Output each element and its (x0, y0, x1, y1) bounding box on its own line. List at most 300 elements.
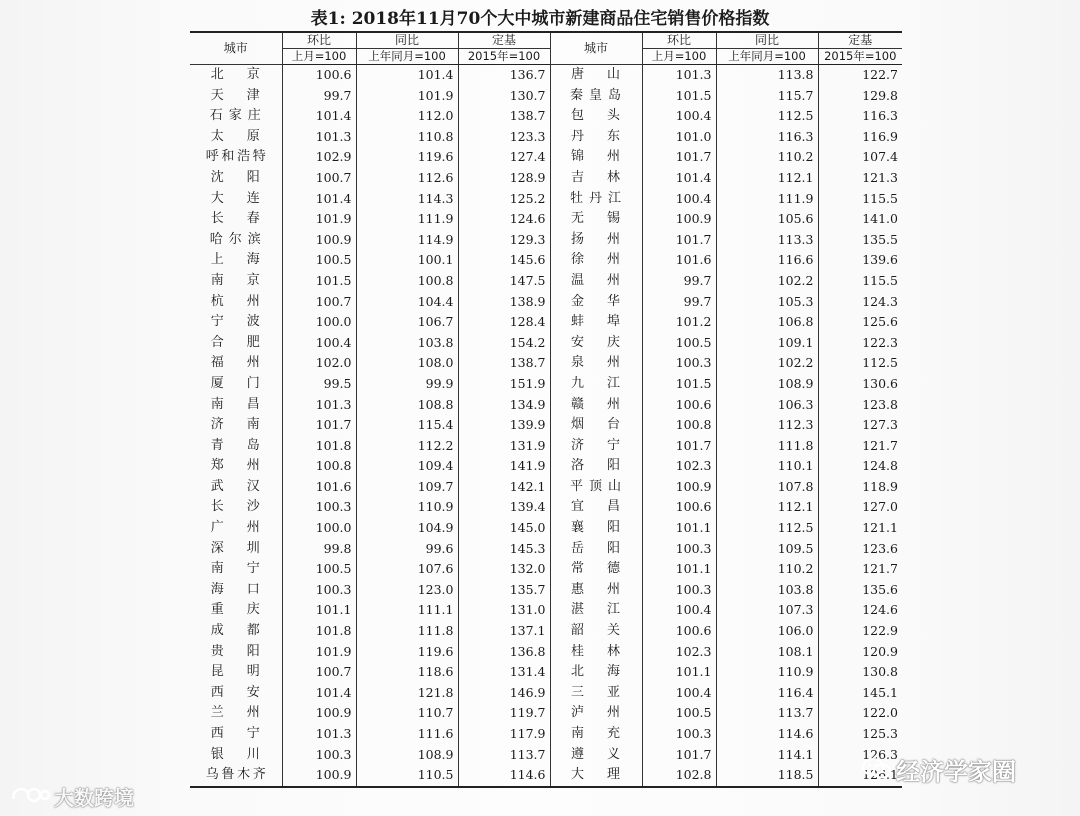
mom-cell: 100.7 (282, 168, 356, 189)
mom-cell: 100.3 (282, 497, 356, 518)
mom-cell: 102.9 (282, 147, 356, 168)
table-row (190, 312, 902, 333)
city-name: 乌鲁木齐 (205, 767, 266, 783)
base-cell: 117.9 (458, 724, 550, 745)
yoy-cell: 102.2 (716, 353, 818, 374)
city-cell (190, 724, 282, 745)
yoy-cell: 101.9 (356, 86, 458, 107)
base-cell: 115.5 (818, 189, 902, 210)
yoy-cell: 113.3 (716, 230, 818, 251)
yoy-cell: 104.4 (356, 292, 458, 313)
mom-cell: 101.8 (282, 436, 356, 457)
watermark-right (862, 752, 1016, 787)
yoy-cell: 113.7 (716, 703, 818, 724)
yoy-cell: 115.7 (716, 86, 818, 107)
city-name: 安庆 (571, 334, 621, 350)
city-cell (550, 559, 642, 580)
city-name: 长春 (210, 211, 261, 227)
yoy-cell: 107.8 (716, 477, 818, 498)
city-name: 青岛 (210, 437, 261, 453)
city-cell (550, 497, 642, 518)
price-index-table (190, 31, 902, 788)
mom-cell: 101.5 (282, 271, 356, 292)
city-name: 上海 (210, 252, 261, 268)
mom-cell: 100.8 (642, 415, 716, 436)
mom-cell: 101.9 (282, 209, 356, 230)
city-cell (550, 580, 642, 601)
base-cell: 135.5 (818, 230, 902, 251)
base-cell: 145.0 (458, 518, 550, 539)
table-row (190, 65, 902, 86)
city-cell (190, 621, 282, 642)
table-row (190, 724, 902, 745)
city-name: 济宁 (571, 437, 621, 453)
yoy-cell: 105.6 (716, 209, 818, 230)
base-cell: 126.1 (818, 765, 902, 787)
city-name: 宁波 (210, 314, 261, 330)
mom-cell: 101.0 (642, 127, 716, 148)
mom-cell: 100.3 (642, 580, 716, 601)
mom-cell: 100.3 (642, 724, 716, 745)
mom-cell: 100.3 (282, 580, 356, 601)
table-row (190, 456, 902, 477)
mom-cell: 100.5 (642, 703, 716, 724)
table-row (190, 642, 902, 663)
base-cell: 128.4 (458, 312, 550, 333)
yoy-cell: 116.4 (716, 683, 818, 704)
base-cell: 129.3 (458, 230, 550, 251)
base-cell: 141.0 (818, 209, 902, 230)
city-name: 吉林 (571, 169, 621, 185)
city-name: 锦州 (571, 149, 621, 165)
city-name: 南京 (210, 272, 261, 288)
city-name: 遵义 (571, 746, 621, 762)
city-cell (190, 86, 282, 107)
mom-cell: 101.6 (642, 250, 716, 271)
mom-cell: 101.7 (642, 436, 716, 457)
city-name: 石家庄 (209, 108, 262, 124)
base-cell: 139.6 (818, 250, 902, 271)
city-name: 呼和浩特 (205, 149, 266, 165)
base-cell: 125.6 (818, 312, 902, 333)
mom-cell: 100.9 (282, 765, 356, 787)
mom-cell: 101.7 (642, 147, 716, 168)
city-cell (190, 703, 282, 724)
yoy-cell: 112.5 (716, 518, 818, 539)
table-row (190, 86, 902, 107)
header-mom: 环比 (642, 32, 716, 49)
table-row (190, 497, 902, 518)
yoy-cell: 123.0 (356, 580, 458, 601)
city-name: 湛江 (571, 602, 621, 618)
city-cell (190, 745, 282, 766)
table-row (190, 580, 902, 601)
base-cell: 124.6 (458, 209, 550, 230)
city-cell (190, 353, 282, 374)
base-cell: 121.7 (818, 436, 902, 457)
yoy-cell: 114.1 (716, 745, 818, 766)
city-cell (550, 312, 642, 333)
base-cell: 114.6 (458, 765, 550, 787)
table-row (190, 415, 902, 436)
table-row (190, 621, 902, 642)
yoy-cell: 111.8 (716, 436, 818, 457)
city-cell (190, 106, 282, 127)
header-mom-sub: 上月=100 (642, 49, 716, 65)
city-cell (190, 189, 282, 210)
yoy-cell: 108.9 (356, 745, 458, 766)
city-name: 赣州 (571, 396, 621, 412)
mom-cell: 99.7 (642, 292, 716, 313)
base-cell: 138.7 (458, 106, 550, 127)
city-name: 福州 (210, 355, 261, 371)
table-row (190, 683, 902, 704)
yoy-cell: 107.3 (716, 600, 818, 621)
mom-cell: 100.4 (642, 106, 716, 127)
base-cell: 135.6 (818, 580, 902, 601)
yoy-cell: 111.1 (356, 600, 458, 621)
city-name: 深圳 (210, 540, 261, 556)
mom-cell: 100.4 (642, 189, 716, 210)
mom-cell: 102.3 (642, 642, 716, 663)
table-row (190, 539, 902, 560)
city-name: 韶关 (571, 623, 621, 639)
mom-cell: 101.1 (642, 518, 716, 539)
base-cell: 122.0 (818, 703, 902, 724)
yoy-cell: 113.8 (716, 65, 818, 86)
mom-cell: 101.9 (282, 642, 356, 663)
mom-cell: 99.7 (282, 86, 356, 107)
mom-cell: 101.4 (642, 168, 716, 189)
table-row (190, 209, 902, 230)
city-name: 沈阳 (210, 169, 261, 185)
yoy-cell: 110.7 (356, 703, 458, 724)
base-cell: 145.1 (818, 683, 902, 704)
city-name: 岳阳 (571, 540, 621, 556)
city-name: 南宁 (210, 561, 261, 577)
city-cell (550, 745, 642, 766)
yoy-cell: 109.5 (716, 539, 818, 560)
yoy-cell: 112.6 (356, 168, 458, 189)
base-cell: 122.7 (818, 65, 902, 86)
city-cell (190, 333, 282, 354)
base-cell: 123.3 (458, 127, 550, 148)
city-name: 哈尔滨 (209, 231, 262, 247)
base-cell: 116.9 (818, 127, 902, 148)
city-cell (550, 395, 642, 416)
table-row (190, 703, 902, 724)
base-cell: 113.7 (458, 745, 550, 766)
city-cell (550, 374, 642, 395)
yoy-cell: 110.2 (716, 147, 818, 168)
city-cell (550, 65, 642, 86)
yoy-cell: 119.6 (356, 642, 458, 663)
base-cell: 154.2 (458, 333, 550, 354)
city-name: 常德 (571, 561, 621, 577)
yoy-cell: 107.6 (356, 559, 458, 580)
city-name: 杭州 (210, 293, 261, 309)
city-name: 无锡 (571, 211, 621, 227)
base-cell: 138.7 (458, 353, 550, 374)
mom-cell: 101.5 (642, 86, 716, 107)
yoy-cell: 111.8 (356, 621, 458, 642)
city-name: 合肥 (210, 334, 261, 350)
base-cell: 147.5 (458, 271, 550, 292)
header-base-sub: 2015年=100 (458, 49, 550, 65)
camera-logo-icon (10, 785, 50, 810)
table-row (190, 765, 902, 787)
city-name: 大连 (210, 190, 261, 206)
table-row (190, 436, 902, 457)
base-cell: 130.8 (818, 662, 902, 683)
city-cell (550, 683, 642, 704)
city-cell (190, 580, 282, 601)
yoy-cell: 103.8 (356, 333, 458, 354)
mom-cell: 101.1 (282, 600, 356, 621)
base-cell: 138.9 (458, 292, 550, 313)
mom-cell: 100.0 (282, 312, 356, 333)
base-cell: 131.0 (458, 600, 550, 621)
mom-cell: 101.1 (642, 559, 716, 580)
city-name: 牡丹江 (570, 190, 622, 206)
city-cell (190, 642, 282, 663)
mom-cell: 100.5 (282, 250, 356, 271)
base-cell: 125.3 (818, 724, 902, 745)
base-cell: 132.0 (458, 559, 550, 580)
city-cell (550, 86, 642, 107)
city-name: 扬州 (571, 231, 621, 247)
mom-cell: 100.4 (642, 600, 716, 621)
city-cell (190, 415, 282, 436)
city-name: 长沙 (210, 499, 261, 515)
city-cell (550, 662, 642, 683)
mom-cell: 101.3 (282, 724, 356, 745)
city-name: 重庆 (210, 602, 261, 618)
mom-cell: 100.0 (282, 518, 356, 539)
yoy-cell: 111.9 (716, 189, 818, 210)
city-name: 包头 (571, 108, 621, 124)
header-yoy: 同比 (716, 32, 818, 49)
yoy-cell: 110.9 (716, 662, 818, 683)
table-row (190, 292, 902, 313)
table-row (190, 230, 902, 251)
table-row (190, 353, 902, 374)
city-cell (190, 374, 282, 395)
base-cell: 139.9 (458, 415, 550, 436)
header-base: 定基 (818, 32, 902, 49)
base-cell: 124.6 (818, 600, 902, 621)
city-cell (550, 147, 642, 168)
city-cell (190, 271, 282, 292)
city-cell (190, 497, 282, 518)
yoy-cell: 100.1 (356, 250, 458, 271)
city-cell (550, 333, 642, 354)
base-cell: 130.6 (818, 374, 902, 395)
city-cell (550, 477, 642, 498)
city-name: 桂林 (571, 643, 621, 659)
city-cell (190, 127, 282, 148)
city-cell (550, 168, 642, 189)
mom-cell: 100.9 (282, 230, 356, 251)
city-name: 广州 (210, 520, 261, 536)
base-cell: 124.3 (818, 292, 902, 313)
base-cell: 115.5 (818, 271, 902, 292)
city-name: 烟台 (571, 417, 621, 433)
mom-cell: 100.9 (642, 477, 716, 498)
yoy-cell: 104.9 (356, 518, 458, 539)
yoy-cell: 106.8 (716, 312, 818, 333)
yoy-cell: 111.6 (356, 724, 458, 745)
base-cell: 128.9 (458, 168, 550, 189)
city-name: 太原 (210, 128, 261, 144)
city-cell (190, 600, 282, 621)
mom-cell: 100.3 (642, 539, 716, 560)
city-name: 平顶山 (570, 478, 622, 494)
city-cell (190, 209, 282, 230)
city-cell (190, 477, 282, 498)
mom-cell: 100.3 (642, 353, 716, 374)
city-cell (190, 147, 282, 168)
base-cell: 127.4 (458, 147, 550, 168)
city-name: 北京 (210, 67, 261, 82)
city-name: 宜昌 (571, 499, 621, 515)
mom-cell: 101.1 (642, 662, 716, 683)
mom-cell: 101.3 (282, 395, 356, 416)
mom-cell: 102.8 (642, 765, 716, 787)
mom-cell: 101.6 (282, 477, 356, 498)
base-cell: 118.9 (818, 477, 902, 498)
base-cell: 146.9 (458, 683, 550, 704)
mom-cell: 101.3 (642, 65, 716, 86)
table-row (190, 168, 902, 189)
table-row (190, 518, 902, 539)
mom-cell: 100.8 (282, 456, 356, 477)
base-cell: 134.9 (458, 395, 550, 416)
city-name: 厦门 (210, 375, 261, 391)
mom-cell: 100.6 (642, 621, 716, 642)
mom-cell: 99.8 (282, 539, 356, 560)
mom-cell: 102.0 (282, 353, 356, 374)
mom-cell: 100.4 (282, 333, 356, 354)
table-title: 表1: 2018年11月70个大中城市新建商品住宅销售价格指数 (310, 9, 770, 29)
yoy-cell: 118.5 (716, 765, 818, 787)
yoy-cell: 121.8 (356, 683, 458, 704)
city-name: 惠州 (571, 581, 621, 597)
yoy-cell: 114.9 (356, 230, 458, 251)
city-name: 兰州 (210, 705, 261, 721)
yoy-cell: 109.7 (356, 477, 458, 498)
city-cell (190, 312, 282, 333)
city-cell (550, 518, 642, 539)
city-cell (550, 292, 642, 313)
mom-cell: 101.2 (642, 312, 716, 333)
yoy-cell: 119.6 (356, 147, 458, 168)
table-row (190, 333, 902, 354)
base-cell: 119.7 (458, 703, 550, 724)
base-cell: 141.9 (458, 456, 550, 477)
yoy-cell: 110.1 (716, 456, 818, 477)
base-cell: 136.7 (458, 65, 550, 86)
base-cell: 131.4 (458, 662, 550, 683)
city-cell (550, 539, 642, 560)
base-cell: 145.6 (458, 250, 550, 271)
city-name: 成都 (210, 623, 261, 639)
mom-cell: 101.3 (282, 127, 356, 148)
base-cell: 123.6 (818, 539, 902, 560)
header-mom: 环比 (282, 32, 356, 49)
base-cell: 142.1 (458, 477, 550, 498)
base-cell: 122.9 (818, 621, 902, 642)
table-row (190, 745, 902, 766)
header-city: 城市 (190, 32, 282, 65)
city-name: 三亚 (571, 684, 621, 700)
header-yoy-sub: 上年同月=100 (356, 49, 458, 65)
city-name: 大理 (571, 767, 621, 783)
city-name: 九江 (571, 375, 621, 391)
city-name: 唐山 (571, 67, 621, 82)
mom-cell: 100.5 (282, 559, 356, 580)
base-cell: 121.3 (818, 168, 902, 189)
city-cell (190, 662, 282, 683)
yoy-cell: 109.4 (356, 456, 458, 477)
city-cell (550, 230, 642, 251)
mom-cell: 101.7 (282, 415, 356, 436)
base-cell: 120.9 (818, 642, 902, 663)
city-name: 温州 (571, 272, 621, 288)
base-cell: 145.3 (458, 539, 550, 560)
header-base-sub: 2015年=100 (818, 49, 902, 65)
mom-cell: 100.4 (642, 683, 716, 704)
table-row (190, 559, 902, 580)
yoy-cell: 105.3 (716, 292, 818, 313)
yoy-cell: 101.4 (356, 65, 458, 86)
yoy-cell: 112.2 (356, 436, 458, 457)
yoy-cell: 108.9 (716, 374, 818, 395)
city-name: 徐州 (571, 252, 621, 268)
yoy-cell: 103.8 (716, 580, 818, 601)
table-row (190, 477, 902, 498)
city-cell (190, 456, 282, 477)
mom-cell: 101.8 (282, 621, 356, 642)
city-cell (550, 724, 642, 745)
header-base: 定基 (458, 32, 550, 49)
city-cell (550, 600, 642, 621)
city-name: 武汉 (210, 478, 261, 494)
mom-cell: 100.3 (282, 745, 356, 766)
city-cell (190, 518, 282, 539)
city-name: 海口 (210, 581, 261, 597)
city-cell (550, 271, 642, 292)
header-city: 城市 (550, 32, 642, 65)
yoy-cell: 112.0 (356, 106, 458, 127)
yoy-cell: 110.8 (356, 127, 458, 148)
table-row (190, 127, 902, 148)
city-cell (190, 436, 282, 457)
base-cell: 122.3 (818, 333, 902, 354)
city-name: 天津 (210, 87, 261, 103)
city-cell (550, 209, 642, 230)
city-cell (190, 230, 282, 251)
mom-cell: 102.3 (642, 456, 716, 477)
base-cell: 123.8 (818, 395, 902, 416)
yoy-cell: 102.2 (716, 271, 818, 292)
city-name: 郑州 (210, 458, 261, 474)
city-name: 昆明 (210, 664, 261, 680)
city-name: 秦皇岛 (570, 87, 622, 103)
header-yoy-sub: 上年同月=100 (716, 49, 818, 65)
city-name: 南昌 (210, 396, 261, 412)
table-row (190, 374, 902, 395)
